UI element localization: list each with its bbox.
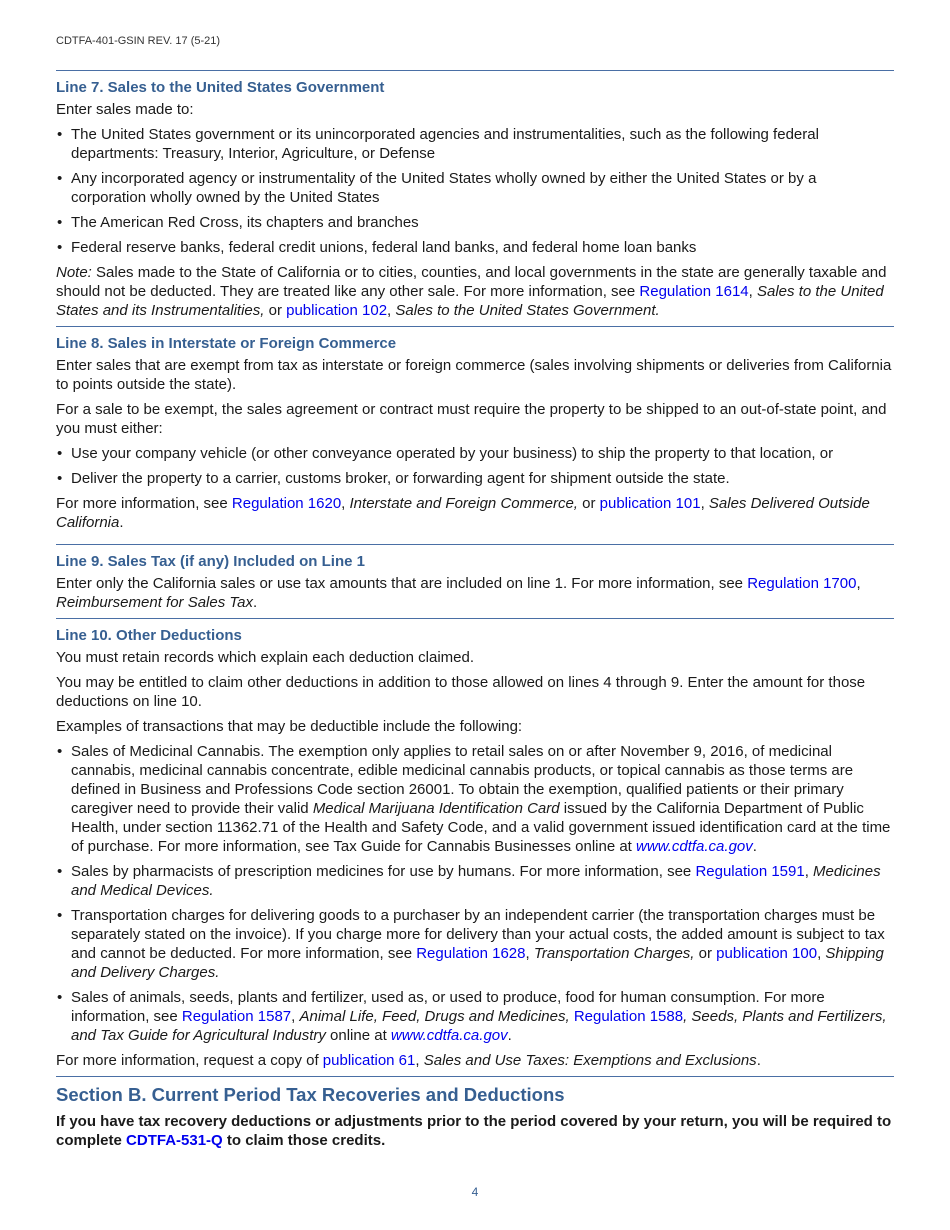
regulation-1591-link[interactable]: Regulation 1591 [695,863,805,880]
title: Medicines and Medical Devices. [71,863,881,899]
text: If you have tax recovery deductions or adjustments prior to the period covered by your return, you will be required to complete [56,1113,892,1149]
publication-100-link[interactable]: publication 100 [716,945,818,962]
text: Sales of Medicinal Cannabis. The exemption only applies to retail sales on or after November 9, 2016, of medicinal cannabis, medicinal cannabis concentrate, edible medicinal cannabis products, or topical cannabis as those terms are defined in Business and Professions Code section 26001. To obtain the exemption, qualified patients or their primary caregiver need to provide their valid [71,743,854,817]
conjunction: or [577,495,600,512]
text: issued by the California Department of Public Health, under section 11362.71 of the Health and Safety Code, and a valid government issued identification card at the time of purchase. For more information, see Tax Guide for Cannabis Businesses online at [71,800,891,855]
list-item: • Deliver the property to a carrier, customs broker, or forwarding agent for shipment outside the state. [56,469,894,488]
line-7-section [56,70,894,320]
separator: , [291,1008,300,1025]
text: Enter only the California sales or use tax amounts that are included on line 1. For more information, see [56,575,748,592]
period: . [253,594,258,611]
line-7-intro: Enter sales made to: [56,101,194,118]
line-10-paragraph-2: You may be entitled to claim other deductions in addition to those allowed on lines 4 through 9. Enter the amount for those deductions on line 10. [56,674,866,710]
period: . [119,514,124,531]
page-content [56,70,894,1156]
line-9-text [56,574,894,612]
title: Sales and Use Taxes: Exemptions and Exclusions [423,1052,757,1069]
conjunction: or [694,945,717,962]
line-8-more-info [56,494,894,532]
separator: , [387,302,396,319]
separator: , [804,863,814,880]
line-10-section [56,618,894,1070]
list-item [56,862,894,900]
section-b-heading: Section B. Current Period Tax Recoveries and Deductions [56,1084,565,1105]
separator: , [817,945,826,962]
publication-61-link[interactable]: publication 61 [322,1052,416,1069]
period: . [756,1052,761,1069]
line-8-section [56,326,894,532]
separator: , [415,1052,424,1069]
regulation-1620-link[interactable]: Regulation 1620 [231,495,342,512]
line-7-heading: Line 7. Sales to the United States Government [56,79,385,96]
line-10-closing [56,1051,894,1070]
line-9-heading: Line 9. Sales Tax (if any) Included on Line 1 [56,553,365,570]
title: Reimbursement for Sales Tax [56,594,254,611]
section-b [56,1076,894,1150]
list-item [56,906,894,982]
text: Sales by pharmacists of prescription medicines for use by humans. For more information, see [71,863,696,880]
list-item [56,742,894,856]
line-7-list [56,125,894,257]
text: For more information, see [56,495,232,512]
conjunction: or [264,302,287,319]
title: Shipping and Delivery Charges. [71,945,884,981]
period: . [507,1027,512,1044]
line-8-paragraph-1: Enter sales that are exempt from tax as interstate or foreign commerce (sales involving shipments or deliveries from California to points outside the state). [56,357,892,393]
cdtfa-531-q-link[interactable]: CDTFA-531-Q [126,1132,223,1149]
text: to claim those credits. [222,1132,386,1149]
separator: , [341,495,350,512]
title: Transportation Charges, [533,945,695,962]
text: online at [325,1027,391,1044]
text: Transportation charges for delivering goods to a purchaser by an independent carrier (the transportation charges must be separately stated on the invoice). If you charge more for delivery than your actual costs, the added amount is subject to tax and cannot be deducted. For more information, see [71,907,885,962]
separator: , [700,495,709,512]
line-8-heading: Line 8. Sales in Interstate or Foreign Commerce [56,335,397,352]
note-text: Sales made to the State of California or to cities, counties, and local governments in the state are generally taxable and should not be deducted. They are treated like any other sale. For more information, see [56,264,887,300]
cdtfa-website-link[interactable]: www.cdtfa.ca.gov [636,838,753,855]
line-8-list [56,444,894,488]
period: . [752,838,757,855]
regulation-1587-link[interactable]: Regulation 1587 [181,1008,292,1025]
publication-102-link[interactable]: publication 102 [286,302,388,319]
page-number: 4 [471,1185,479,1199]
separator: , [748,283,757,300]
title: Interstate and Foreign Commerce, [349,495,578,512]
list-item: • Use your company vehicle (or other conveyance operated by your business) to ship the property to that location, or [56,444,894,463]
line-10-paragraph-3: Examples of transactions that may be deductible include the following: [56,718,523,735]
regulation-1588-link[interactable]: Regulation 1588 [573,1008,684,1025]
regulation-1628-link[interactable]: Regulation 1628 [416,945,526,962]
regulation-1700-link[interactable]: Regulation 1700 [747,575,857,592]
title: Animal Life, Feed, Drugs and Medicines, [299,1008,570,1025]
separator: , [856,575,861,592]
title: Sales Delivered Outside California [56,495,870,531]
list-item: • The United States government or its unincorporated agencies and instrumentalities, such as the following federal departments: Treasury, Interior, Agriculture, or Defense [56,125,894,163]
list-item: • Any incorporated agency or instrumentality of the United States wholly owned by either the United States or by a corporation wholly owned by the United States [56,169,894,207]
line-8-paragraph-2: For a sale to be exempt, the sales agreement or contract must require the property to be shipped to an out-of-state point, and you must either: [56,401,887,437]
line-9-section [56,544,894,612]
cdtfa-website-link[interactable]: www.cdtfa.ca.gov [390,1027,508,1044]
list-item: • Federal reserve banks, federal credit unions, federal land banks, and federal home loan banks [56,238,894,257]
line-10-paragraph-1: You must retain records which explain each deduction claimed. [56,649,475,666]
text: Sales of animals, seeds, plants and fertilizer, used as, or used to produce, food for human consumption. For more information, see [71,989,825,1025]
regulation-1614-link[interactable]: Regulation 1614 [639,283,749,300]
title: Medical Marijuana Identification Card [312,800,560,817]
list-item [56,988,894,1045]
section-b-text [56,1112,894,1150]
note-title-1: Sales to the United States and its Instrumentalities, [56,283,884,319]
title: , Seeds, Plants and Fertilizers, and Tax Guide for Agricultural Industry [71,1008,887,1044]
note-title-2: Sales to the United States Government. [395,302,660,319]
separator: , [525,945,534,962]
line-10-heading: Line 10. Other Deductions [56,627,242,644]
publication-101-link[interactable]: publication 101 [599,495,701,512]
note-label: Note: [56,264,92,281]
line-7-note [56,263,894,320]
text: For more information, request a copy of [56,1052,323,1069]
line-10-list [56,742,894,1045]
list-item: • The American Red Cross, its chapters and branches [56,213,894,232]
form-code: CDTFA-401-GSIN REV. 17 (5-21) [56,35,221,47]
